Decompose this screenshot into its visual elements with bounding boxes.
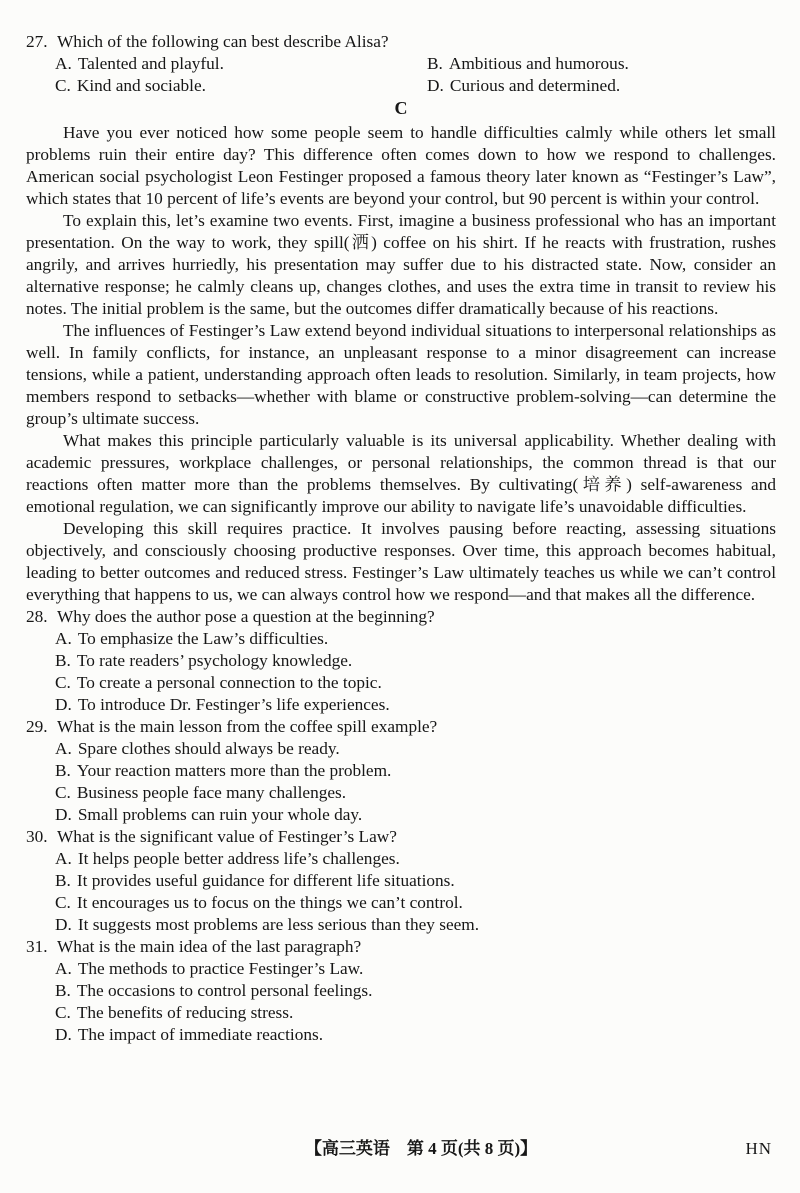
option-text: Curious and determined. <box>449 76 621 95</box>
option-text: Your reaction matters more than the problem. <box>76 761 392 780</box>
question-number: 30. <box>26 827 48 846</box>
passage-paragraph: What makes this principle particularly valuable is its universal applicability. Whether dealing with academic pressures, workplace challenges, or personal relationships, the common thread is that our reactions often matter more than the problems themselves. By cultivating(培养) self-awareness and emotional regulation, we can significantly improve our ability to navigate life’s unavoidable difficulties. <box>26 431 776 516</box>
question-30 <box>26 826 776 936</box>
question-29 <box>26 716 776 826</box>
option-b <box>55 760 776 782</box>
option-text: Small problems can ruin your whole day. <box>77 805 363 824</box>
option-text: To emphasize the Law’s difficulties. <box>77 629 329 648</box>
question-number: 31. <box>26 937 48 956</box>
question-stem: Why does the author pose a question at the beginning? <box>57 607 435 626</box>
option-text: It encourages us to focus on the things we can’t control. <box>76 893 463 912</box>
question-number: 28. <box>26 607 48 626</box>
option-label: A. <box>55 54 72 73</box>
option-text: To introduce Dr. Festinger’s life experiences. <box>77 695 390 714</box>
option-a <box>55 628 776 650</box>
option-label: C. <box>55 783 71 802</box>
option-label: A. <box>55 959 72 978</box>
footer-region-code: HN <box>745 1139 772 1158</box>
option-text: Spare clothes should always be ready. <box>77 739 340 758</box>
option-label: C. <box>55 1003 71 1022</box>
option-label: D. <box>55 695 72 714</box>
option-c <box>55 1002 776 1024</box>
option-label: D. <box>55 915 72 934</box>
option-d <box>55 694 776 716</box>
question-27 <box>26 31 776 97</box>
option-b <box>55 650 776 672</box>
option-text: The benefits of reducing stress. <box>76 1003 294 1022</box>
option-text: Talented and playful. <box>77 54 224 73</box>
question-stem: What is the main lesson from the coffee spill example? <box>57 717 438 736</box>
section-c-heading: C <box>394 98 408 118</box>
option-b <box>55 980 776 1002</box>
option-a <box>55 738 776 760</box>
option-d <box>55 914 776 936</box>
option-text: To create a personal connection to the topic. <box>76 673 382 692</box>
option-label: C. <box>55 673 71 692</box>
footer-page-label: 【高三英语 第 4 页(共 8 页)】 <box>304 1139 538 1158</box>
option-c <box>55 672 776 694</box>
option-label: B. <box>55 871 71 890</box>
question-28 <box>26 606 776 716</box>
option-label: D. <box>55 805 72 824</box>
options-list <box>26 738 776 826</box>
option-text: It suggests most problems are less serious than they seem. <box>77 915 480 934</box>
passage-paragraph: The influences of Festinger’s Law extend beyond individual situations to interpersonal relationships as well. In family conflicts, for instance, an unpleasant response to a minor disagreement can increase tensions, while a patient, understanding approach often leads to resolution. Similarly, in team projects, how members respond to setbacks—whether with blame or constructive problem-solving—can determine the group’s ultimate success. <box>26 321 776 428</box>
question-stem: What is the significant value of Festinger’s Law? <box>57 827 397 846</box>
option-label: A. <box>55 629 72 648</box>
options-list <box>26 628 776 716</box>
option-text: The occasions to control personal feelings. <box>76 981 373 1000</box>
question-number: 29. <box>26 717 48 736</box>
option-label: B. <box>55 761 71 780</box>
option-d <box>55 1024 776 1046</box>
option-label: D. <box>55 1025 72 1044</box>
option-d <box>55 804 776 826</box>
option-label: C. <box>55 893 71 912</box>
option-d <box>427 75 776 97</box>
page-footer <box>0 1138 800 1160</box>
question-stem: Which of the following can best describe Alisa? <box>57 32 389 51</box>
options-list <box>26 848 776 936</box>
question-31 <box>26 936 776 1046</box>
option-label: B. <box>55 981 71 1000</box>
passage-paragraph: Have you ever noticed how some people seem to handle difficulties calmly while others let small problems ruin their entire day? This difference often comes down to how we respond to challenges. American social psychologist Leon Festinger proposed a famous theory later known as “Festinger’s Law”, which states that 10 percent of life’s events are beyond your control, but 90 percent is within your control. <box>26 123 776 208</box>
option-a <box>55 848 776 870</box>
option-b <box>427 53 776 75</box>
reading-passage <box>26 122 776 606</box>
option-label: C. <box>55 76 71 95</box>
option-a <box>55 53 427 75</box>
option-text: Ambitious and humorous. <box>448 54 629 73</box>
option-b <box>55 870 776 892</box>
option-text: Kind and sociable. <box>76 76 206 95</box>
option-text: To rate readers’ psychology knowledge. <box>76 651 353 670</box>
option-a <box>55 958 776 980</box>
option-text: The impact of immediate reactions. <box>77 1025 324 1044</box>
option-text: It provides useful guidance for different life situations. <box>76 871 455 890</box>
option-text: Business people face many challenges. <box>76 783 347 802</box>
option-label: B. <box>427 54 443 73</box>
option-label: D. <box>427 76 444 95</box>
passage-paragraph: To explain this, let’s examine two events. First, imagine a business professional who has an important presentation. On the way to work, they spill(洒) coffee on his shirt. If he reacts with frustration, rushes angrily, and arrives hurriedly, his presentation may suffer due to his distracted state. Now, consider an alternative response; he calmly cleans up, changes clothes, and uses the extra time in transit to review his notes. The initial problem is the same, but the outcomes differ dramatically because of his reactions. <box>26 211 776 318</box>
question-number: 27. <box>26 32 48 51</box>
options-list <box>26 958 776 1046</box>
options-grid <box>55 53 776 97</box>
option-label: A. <box>55 739 72 758</box>
option-c <box>55 782 776 804</box>
option-label: A. <box>55 849 72 868</box>
question-stem: What is the main idea of the last paragraph? <box>57 937 362 956</box>
option-label: B. <box>55 651 71 670</box>
option-c <box>55 75 427 97</box>
option-text: The methods to practice Festinger’s Law. <box>77 959 364 978</box>
passage-paragraph: Developing this skill requires practice. It involves pausing before reacting, assessing situations objectively, and consciously choosing productive responses. Over time, this approach becomes habitual, leading to better outcomes and reduced stress. Festinger’s Law ultimately teaches us while we can’t control everything that happens to us, we can always control how we respond—and that makes all the difference. <box>26 519 776 604</box>
option-text: It helps people better address life’s challenges. <box>77 849 400 868</box>
option-c <box>55 892 776 914</box>
